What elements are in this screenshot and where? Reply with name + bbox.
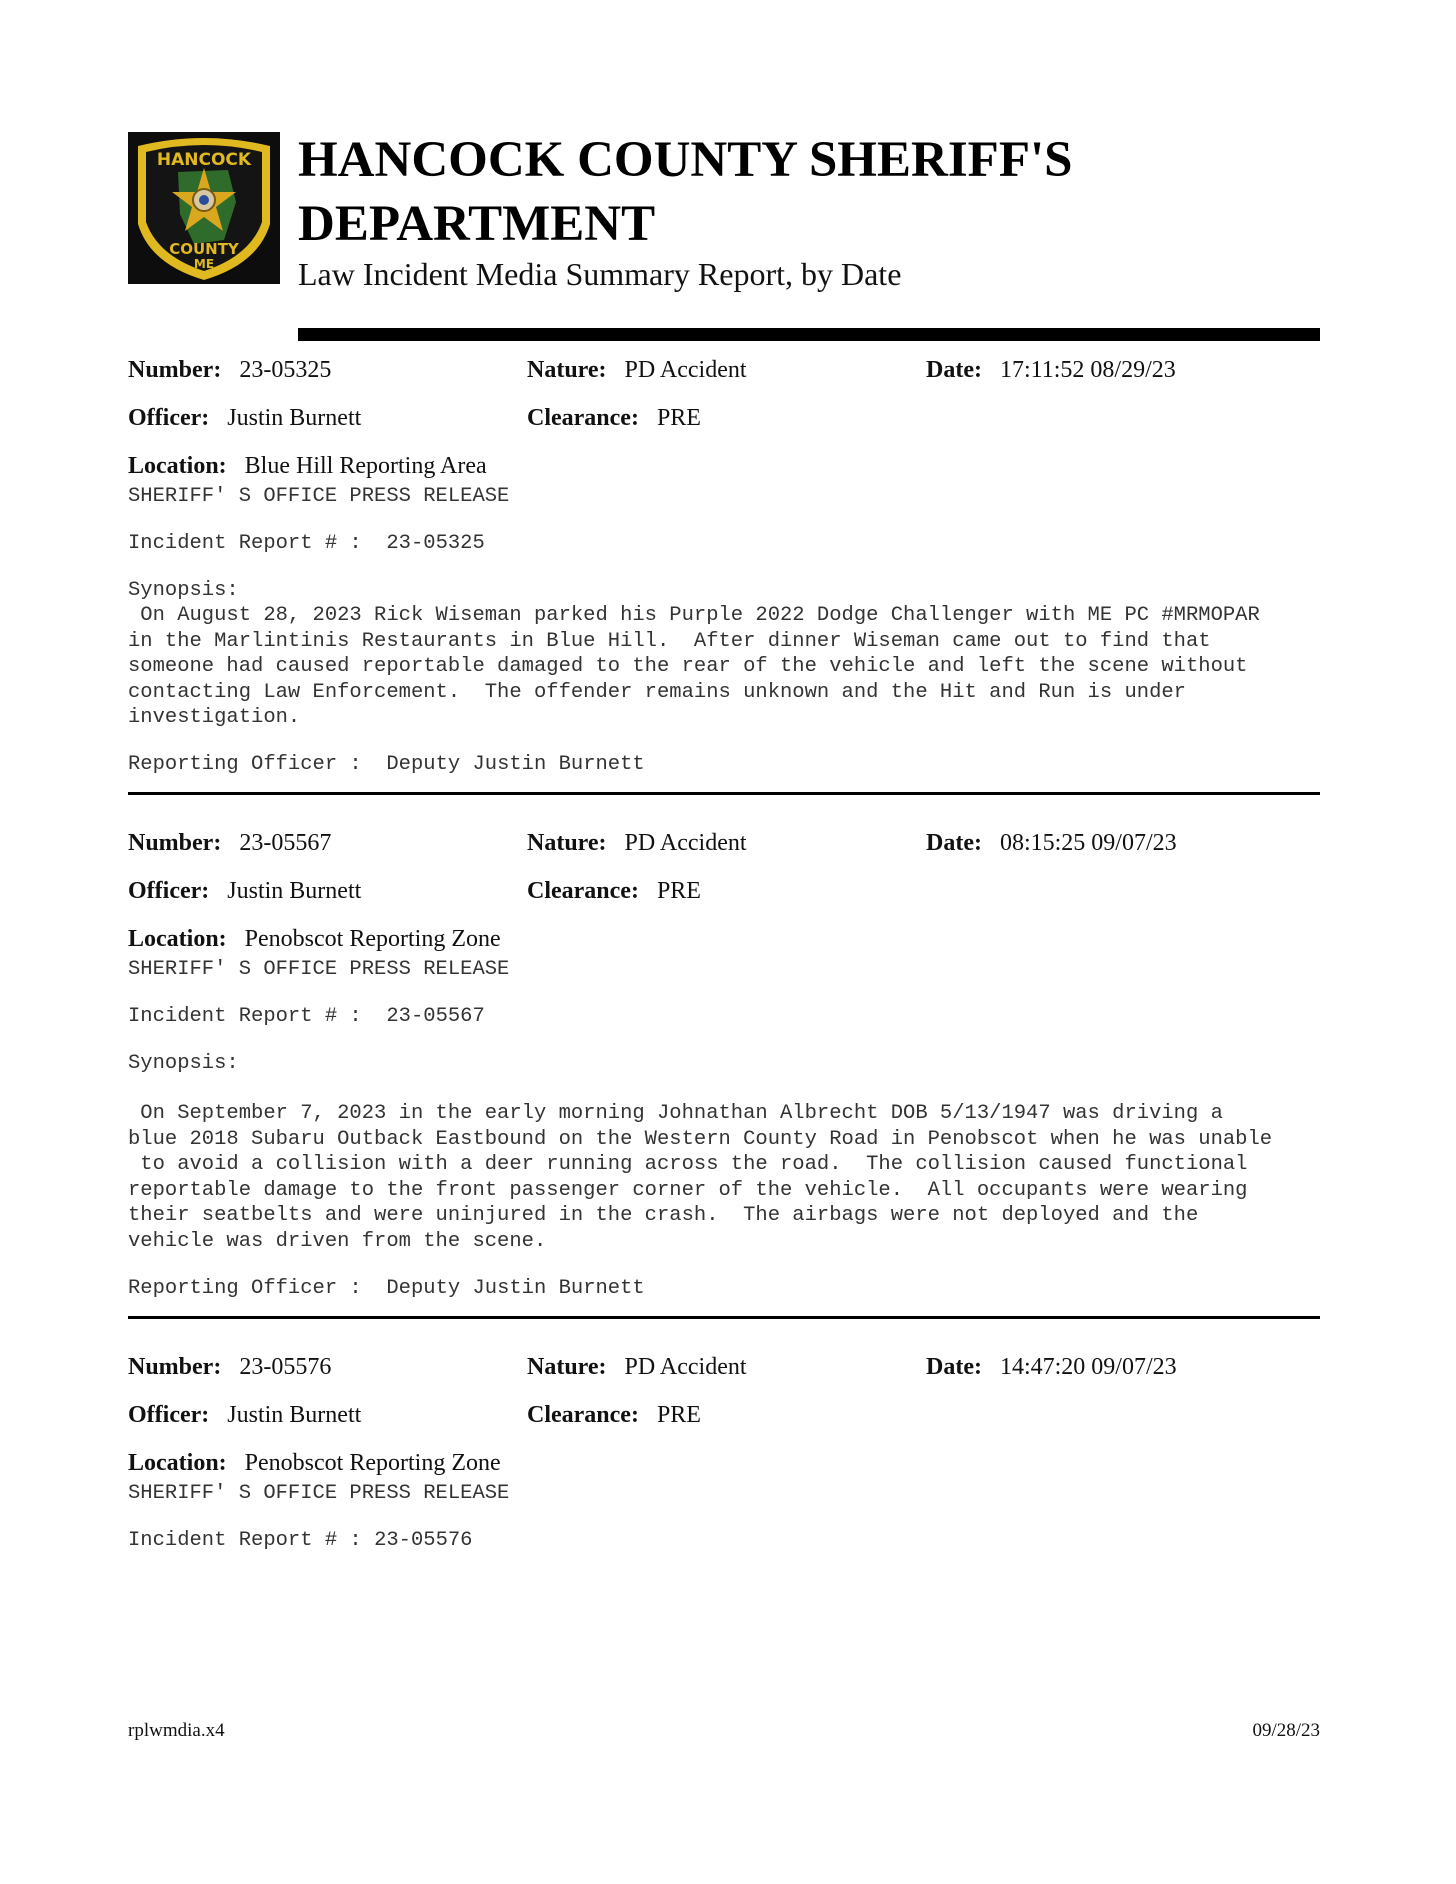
press-release-heading: SHERIFF' S OFFICE PRESS RELEASE [128, 485, 510, 508]
incident-number: Number: 23-05567 [128, 830, 332, 856]
incident-location: Location: Penobscot Reporting Zone [128, 1450, 501, 1476]
header-divider-bar [298, 328, 1320, 341]
incident-nature: Nature: PD Accident [527, 830, 747, 856]
synopsis-text: On August 28, 2023 Rick Wiseman parked his Purple 2022 Dodge Challenger with ME PC #MRMOPAR in the Marlintinis Restaurants in Blue Hill. After dinner Wiseman came out to find that someone had caused reportable damaged to the rear of the vehicle and left the scene without contacting Law Enforcement. The offender remains unknown and the Hit and Run is under investigation. [128, 604, 1260, 730]
press-release-heading: SHERIFF' S OFFICE PRESS RELEASE [128, 958, 510, 981]
incident-location: Location: Penobscot Reporting Zone [128, 926, 501, 952]
title-line-1: HANCOCK COUNTY SHERIFF'S [298, 132, 1073, 188]
svg-text:HANCOCK: HANCOCK [156, 150, 252, 170]
incident-location: Location: Blue Hill Reporting Area [128, 453, 487, 479]
sheriff-badge-logo [128, 132, 280, 284]
department-title [298, 128, 1073, 256]
incident-officer: Officer: Justin Burnett [128, 878, 362, 904]
section-divider [128, 1316, 1320, 1319]
incident-clearance: Clearance: PRE [527, 878, 701, 904]
synopsis-text: On September 7, 2023 in the early morning Johnathan Albrecht DOB 5/13/1947 was driving a blue 2018 Subaru Outback Eastbound on the Western County Road in Penobscot when he was unable to avoid a collision with a deer running across the road. The collision caused functional reportable damage to the front passenger corner of the vehicle. All occupants were wearing their seatbelts and were uninjured in the crash. The airbags were not deployed and the vehicle was driven from the scene. [128, 1102, 1273, 1253]
incident-date: Date: 08:15:25 09/07/23 [926, 830, 1177, 856]
incident-nature: Nature: PD Accident [527, 1354, 747, 1380]
reporting-officer-line: Reporting Officer : Deputy Justin Burnett [128, 753, 645, 776]
incident-clearance: Clearance: PRE [527, 405, 701, 431]
synopsis-label: Synopsis: [128, 579, 239, 602]
incident-report-line: Incident Report # : 23-05567 [128, 1005, 485, 1028]
incident-report-line: Incident Report # : 23-05325 [128, 532, 485, 555]
incident-nature: Nature: PD Accident [527, 357, 747, 383]
report-code: rplwmdia.x4 [128, 1720, 225, 1741]
incident-date: Date: 17:11:52 08/29/23 [926, 357, 1176, 383]
svg-text:COUNTY: COUNTY [169, 240, 239, 258]
press-release-heading: SHERIFF' S OFFICE PRESS RELEASE [128, 1482, 510, 1505]
incident-report-line: Incident Report # : 23-05576 [128, 1529, 473, 1552]
section-divider [128, 792, 1320, 795]
report-subtitle: Law Incident Media Summary Report, by Date [298, 256, 902, 292]
incident-date: Date: 14:47:20 09/07/23 [926, 1354, 1177, 1380]
incident-officer: Officer: Justin Burnett [128, 1402, 362, 1428]
svg-text:ME: ME [193, 257, 215, 271]
title-line-2: DEPARTMENT [298, 196, 656, 252]
incident-officer: Officer: Justin Burnett [128, 405, 362, 431]
incident-number: Number: 23-05576 [128, 1354, 332, 1380]
synopsis-label: Synopsis: [128, 1052, 239, 1075]
incident-number: Number: 23-05325 [128, 357, 332, 383]
reporting-officer-line: Reporting Officer : Deputy Justin Burnett [128, 1277, 645, 1300]
print-date: 09/28/23 [1252, 1720, 1320, 1741]
incident-clearance: Clearance: PRE [527, 1402, 701, 1428]
